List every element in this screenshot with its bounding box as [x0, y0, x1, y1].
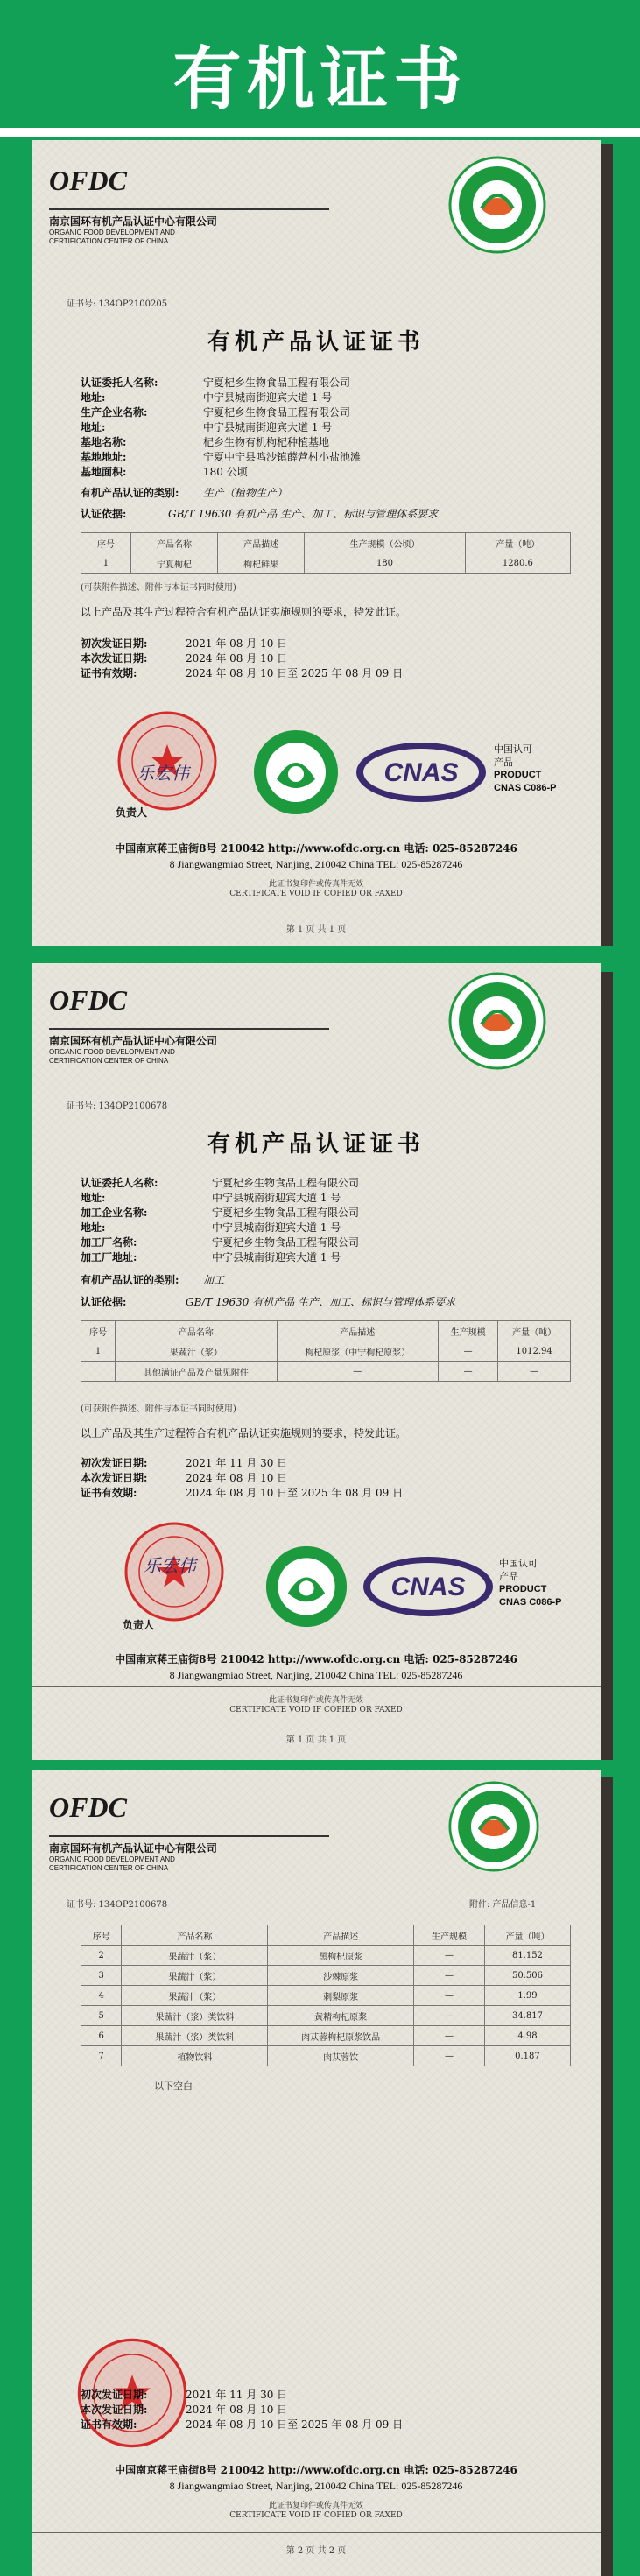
- field-value: 中宁县城南街迎宾大道 1 号: [203, 391, 333, 404]
- table-cell: 4: [81, 1986, 122, 2006]
- address-cn: 中国南京蒋王庙街8号 210042 http://www.ofdc.org.cn 电话: 025-85287246: [115, 842, 517, 855]
- field-label: 基地名称:: [81, 436, 127, 448]
- table-cell: 黑枸杞原浆: [268, 1946, 414, 1966]
- table-cell: 0.187: [484, 2046, 570, 2066]
- page-title: 有机证书: [172, 40, 468, 119]
- date-label: 本次发证日期:: [81, 652, 148, 665]
- table-cell: —: [414, 1946, 485, 1966]
- field-label: 地址:: [81, 1192, 106, 1204]
- cnas-line: CNAS C086-P: [494, 783, 557, 793]
- address-cn: 中国南京蒋王庙街8号 210042 http://www.ofdc.org.cn 电话: 025-85287246: [115, 1653, 517, 1665]
- table-cell: 1: [81, 553, 131, 574]
- table-cell: 81.152: [484, 1946, 570, 1966]
- table-header: 序号: [81, 533, 131, 553]
- certificate-number: 证书号: 134OP2100205: [67, 299, 168, 309]
- certificate-title: 有机产品认证证书: [207, 1131, 425, 1158]
- org-name-en-2: CERTIFICATION CENTER OF CHINA: [49, 1864, 169, 1872]
- certificate-3-shadow: [601, 1777, 613, 2576]
- table-row: [81, 553, 571, 574]
- date-label: 证书有效期:: [81, 2418, 137, 2431]
- statement: 以上产品及其生产过程符合有机产品认证实施规则的要求，特发此证。: [81, 1427, 407, 1439]
- table-cell: 6: [81, 2026, 122, 2046]
- table-cell: 果蔬汁（浆）: [122, 1946, 268, 1966]
- field-value: 宁夏杞乡生物食品工程有限公司: [212, 1207, 360, 1219]
- certificate-1-shadow: [601, 144, 613, 950]
- table-cell: 果蔬汁（浆）: [116, 1341, 277, 1362]
- statement: 以上产品及其生产过程符合有机产品认证实施规则的要求，特发此证。: [81, 606, 407, 618]
- cnas-logo-text: CNAS: [383, 758, 459, 787]
- date-row: [81, 1455, 287, 1470]
- date-value: 2024 年 08 月 10 日: [186, 1472, 288, 1484]
- field-value: 宁夏杞乡生物食品工程有限公司: [203, 377, 351, 389]
- org-name-en-1: ORGANIC FOOD DEVELOPMENT AND: [49, 1855, 175, 1863]
- certificate-number: 证书号: 134OP2100678: [67, 1101, 168, 1111]
- logo-rule: [49, 1028, 329, 1030]
- table-cell: 枸杞原浆（中宁枸杞原浆）: [277, 1341, 438, 1362]
- header-divider: [0, 128, 640, 137]
- table-cell: 沙棘原浆: [268, 1966, 414, 1986]
- certificate-number: 证书号: 134OP2100678: [67, 1900, 168, 1910]
- table-cell: 3: [81, 1966, 122, 1986]
- scope-value: 加工: [203, 1274, 225, 1286]
- signer-label: 负责人: [116, 806, 148, 819]
- page-header: [0, 0, 640, 140]
- product-table: [81, 1320, 571, 1382]
- table-header: 产品名称: [116, 1321, 277, 1341]
- blank-note: 以下空白: [154, 2080, 193, 2092]
- field-label: 加工厂名称:: [81, 1236, 137, 1249]
- field-value: 中宁县城南街迎宾大道 1 号: [212, 1251, 341, 1263]
- signer-label: 负责人: [123, 1619, 155, 1631]
- table-header: 产品描述: [277, 1321, 438, 1341]
- signature: 乐宏伟: [137, 763, 189, 784]
- field-value: 中宁县城南街迎宾大道 1 号: [212, 1192, 341, 1204]
- field-value: 180 公顷: [203, 466, 248, 478]
- table-cell: 1280.6: [465, 553, 570, 574]
- field-value: 宁夏杞乡生物食品工程有限公司: [212, 1177, 360, 1189]
- table-cell: [81, 1362, 116, 1382]
- scope-value: 生产（植物生产）: [203, 487, 288, 499]
- cnas-line: PRODUCT: [494, 770, 542, 780]
- date-label: 初次发证日期:: [81, 637, 148, 650]
- date-label: 证书有效期:: [81, 1487, 137, 1499]
- certificate-2-shadow: [601, 972, 613, 1760]
- copy-note-en: CERTIFICATE VOID IF COPIED OR FAXED: [229, 890, 403, 898]
- table-cell: —: [414, 2026, 485, 2046]
- table-row: [81, 2026, 571, 2046]
- table-cell: 宁夏枸杞: [130, 553, 217, 574]
- field-label: 生产企业名称:: [81, 406, 148, 419]
- attachment-label: 附件: 产品信息-1: [469, 1900, 537, 1910]
- table-header: 序号: [81, 1925, 122, 1946]
- footer-divider: [32, 2532, 601, 2533]
- red-stamp-icon: [116, 709, 219, 813]
- date-row: [81, 636, 287, 651]
- copy-note-en: CERTIFICATE VOID IF COPIED OR FAXED: [229, 1706, 403, 1714]
- table-header-row: [81, 1321, 571, 1341]
- org-name-en-2: CERTIFICATION CENTER OF CHINA: [49, 1057, 169, 1065]
- logo-rule: [49, 208, 329, 210]
- date-value: 2021 年 11 月 30 日: [186, 2389, 288, 2401]
- table-row: [81, 1986, 571, 2006]
- basis-value: GB/T 19630 有机产品 生产、加工、标识与管理体系要求: [168, 508, 439, 520]
- table-cell: —: [414, 1986, 485, 2006]
- date-label: 本次发证日期:: [81, 1472, 148, 1484]
- field-label: 地址:: [81, 421, 106, 433]
- field-value: 中宁县城南街迎宾大道 1 号: [203, 421, 333, 433]
- cnas-line: 产品: [499, 1571, 518, 1582]
- page-number: 第 1 页 共 1 页: [285, 925, 347, 934]
- table-cell: 枸杞鲜果: [218, 553, 305, 574]
- address-en: 8 Jiangwangmiao Street, Nanjing, 210042 China TEL: 025-85287246: [169, 858, 463, 870]
- cnas-line: PRODUCT: [499, 1584, 547, 1594]
- table-cell: 5: [81, 2006, 122, 2026]
- field-value: 中宁县城南街迎宾大道 1 号: [212, 1221, 341, 1234]
- organic-seal-icon: [448, 972, 546, 1070]
- table-header-row: [81, 533, 571, 553]
- table-cell: —: [498, 1362, 571, 1382]
- table-cell: 180: [305, 553, 466, 574]
- table-cell: —: [414, 2046, 485, 2066]
- table-note: (可获附件描述、附件与本证书同时使用): [81, 1404, 236, 1414]
- date-row: [81, 2387, 287, 2402]
- date-label: 本次发证日期:: [81, 2404, 148, 2416]
- field-label: 基地面积:: [81, 466, 127, 478]
- table-header: 生产规模: [438, 1321, 497, 1341]
- cnas-line: 中国认可: [499, 1558, 538, 1569]
- date-row: [81, 1485, 403, 1500]
- cnas-line: 产品: [494, 757, 513, 768]
- date-value: 2024 年 08 月 10 日: [186, 652, 288, 665]
- table-cell: 2: [81, 1946, 122, 1966]
- org-name-en-1: ORGANIC FOOD DEVELOPMENT AND: [49, 1048, 175, 1056]
- date-row: [81, 2402, 287, 2417]
- table-cell: 果蔬汁（浆）: [122, 1986, 268, 2006]
- table-header: 序号: [81, 1321, 116, 1341]
- table-cell: 1012.94: [498, 1341, 571, 1362]
- table-cell: 果蔬汁（浆）: [122, 1966, 268, 1986]
- table-cell: 7: [81, 2046, 122, 2066]
- cnas-caption: [494, 743, 557, 795]
- ofdc-logo: OFDC: [49, 165, 127, 196]
- table-cell: 植物饮料: [122, 2046, 268, 2066]
- address-cn: 中国南京蒋王庙街8号 210042 http://www.ofdc.org.cn 电话: 025-85287246: [115, 2464, 517, 2476]
- date-value: 2024 年 08 月 10 日至 2025 年 08 月 09 日: [186, 667, 404, 679]
- table-cell: 刺梨原浆: [268, 1986, 414, 2006]
- table-cell: 其他满证产品及产量见附件: [116, 1362, 277, 1382]
- table-header: 产品名称: [122, 1925, 268, 1946]
- table-header: 产量（吨）: [484, 1925, 570, 1946]
- table-cell: 果蔬汁（浆）类饮料: [122, 2006, 268, 2026]
- table-cell: 1.99: [484, 1986, 570, 2006]
- date-row: [81, 651, 287, 665]
- table-cell: —: [277, 1362, 438, 1382]
- table-row: [81, 2006, 571, 2026]
- table-row: [81, 1946, 571, 1966]
- copy-note-en: CERTIFICATE VOID IF COPIED OR FAXED: [229, 2511, 403, 2520]
- table-cell: —: [414, 2006, 485, 2026]
- field-value: 宁夏中宁县鸣沙镇薛营村小盐池滩: [203, 451, 362, 463]
- address-en: 8 Jiangwangmiao Street, Nanjing, 210042 China TEL: 025-85287246: [169, 2480, 463, 2492]
- date-label: 初次发证日期:: [81, 1457, 148, 1469]
- cnas-line: CNAS C086-P: [499, 1597, 562, 1608]
- product-table: [81, 532, 571, 574]
- basis-value: GB/T 19630 有机产品 生产、加工、标识与管理体系要求: [186, 1296, 456, 1308]
- table-header-row: [81, 1925, 571, 1946]
- table-header: 产品描述: [268, 1925, 414, 1946]
- field-value: 宁夏杞乡生物食品工程有限公司: [203, 406, 351, 419]
- table-cell: 黄精枸杞原浆: [268, 2006, 414, 2026]
- table-row: [81, 2046, 571, 2066]
- basis-label: 认证依据:: [81, 508, 127, 520]
- date-value: 2024 年 08 月 10 日: [186, 2404, 288, 2416]
- copy-note-cn: 此证书复印件或传真件无效: [268, 880, 363, 889]
- ofdc-logo: OFDC: [49, 1791, 127, 1823]
- date-value: 2021 年 11 月 30 日: [186, 1457, 288, 1469]
- scope-label: 有机产品认证的类别:: [81, 1274, 179, 1286]
- org-name-cn: 南京国环有机产品认证中心有限公司: [49, 215, 218, 228]
- certificate-3: [32, 1770, 601, 2576]
- table-cell: 肉苁蓉枸杞原浆饮品: [268, 2026, 414, 2046]
- table-header: 产品名称: [130, 533, 217, 553]
- date-value: 2021 年 08 月 10 日: [186, 637, 288, 650]
- organic-seal-icon: [448, 1781, 539, 1872]
- signature: 乐宏伟: [144, 1555, 196, 1576]
- certificate-title: 有机产品认证证书: [207, 329, 425, 355]
- logo-rule: [49, 1835, 329, 1837]
- date-row: [81, 665, 403, 680]
- table-header: 产品描述: [218, 533, 305, 553]
- field-label: 加工厂地址:: [81, 1251, 137, 1263]
- table-row: [81, 1341, 571, 1362]
- scope-label: 有机产品认证的类别:: [81, 487, 179, 499]
- table-header: 生产规模: [414, 1925, 485, 1946]
- org-name-cn: 南京国环有机产品认证中心有限公司: [49, 1035, 218, 1047]
- field-label: 基地地址:: [81, 451, 127, 463]
- cnas-logo-icon: [362, 1555, 494, 1618]
- address-en: 8 Jiangwangmiao Street, Nanjing, 210042 China TEL: 025-85287246: [169, 1669, 463, 1681]
- field-value: 宁夏杞乡生物食品工程有限公司: [212, 1236, 360, 1249]
- table-cell: —: [438, 1341, 497, 1362]
- table-cell: 1: [81, 1341, 116, 1362]
- table-cell: 4.98: [484, 2026, 570, 2046]
- org-name-en-2: CERTIFICATION CENTER OF CHINA: [49, 237, 169, 245]
- footer-divider: [32, 1686, 601, 1687]
- field-label: 认证委托人名称:: [81, 377, 158, 389]
- org-name-cn: 南京国环有机产品认证中心有限公司: [49, 1842, 218, 1855]
- table-header: 产量（吨）: [498, 1321, 571, 1341]
- table-cell: 34.817: [484, 2006, 570, 2026]
- table-note: (可获附件描述、附件与本证书同时使用): [81, 583, 236, 593]
- table-cell: 果蔬汁（浆）类饮料: [122, 2026, 268, 2046]
- cnas-logo-icon: [355, 741, 487, 804]
- table-cell: —: [414, 1966, 485, 1986]
- basis-label: 认证依据:: [81, 1296, 127, 1308]
- page-number: 第 2 页 共 2 页: [285, 2546, 347, 2556]
- table-cell: 肉苁蓉饮: [268, 2046, 414, 2066]
- field-value: 杞乡生物有机枸杞种植基地: [203, 436, 330, 448]
- organic-seal-icon: [448, 156, 546, 254]
- ofdc-logo: OFDC: [49, 984, 127, 1016]
- copy-note-cn: 此证书复印件或传真件无效: [268, 2502, 363, 2510]
- date-label: 证书有效期:: [81, 667, 137, 679]
- table-cell: 50.506: [484, 1966, 570, 1986]
- table-row: [81, 1362, 571, 1382]
- table-cell: —: [438, 1362, 497, 1382]
- table-header: 生产规模（公顷）: [305, 533, 466, 553]
- date-row: [81, 1470, 287, 1485]
- org-name-en-1: ORGANIC FOOD DEVELOPMENT AND: [49, 229, 175, 236]
- cnas-line: 中国认可: [494, 743, 532, 755]
- field-label: 地址:: [81, 1221, 106, 1234]
- certificate-2: [32, 963, 601, 1767]
- page-number: 第 1 页 共 1 页: [285, 1735, 347, 1745]
- field-label: 加工企业名称:: [81, 1207, 148, 1219]
- china-organic-logo-icon: [264, 1545, 348, 1629]
- date-label: 初次发证日期:: [81, 2389, 148, 2401]
- cnas-caption: [499, 1557, 562, 1609]
- copy-note-cn: 此证书复印件或传真件无效: [268, 1696, 363, 1705]
- field-label: 认证委托人名称:: [81, 1177, 158, 1189]
- date-row: [81, 2417, 403, 2432]
- product-table: [81, 1925, 571, 2066]
- date-value: 2024 年 08 月 10 日至 2025 年 08 月 09 日: [186, 1487, 404, 1499]
- date-value: 2024 年 08 月 10 日至 2025 年 08 月 09 日: [186, 2418, 404, 2431]
- table-row: [81, 1966, 571, 1986]
- field-label: 地址:: [81, 391, 106, 404]
- cnas-logo-text: CNAS: [390, 1573, 466, 1601]
- certificate-1: [32, 140, 601, 954]
- china-organic-logo-icon: [252, 728, 340, 816]
- table-header: 产量（吨）: [465, 533, 570, 553]
